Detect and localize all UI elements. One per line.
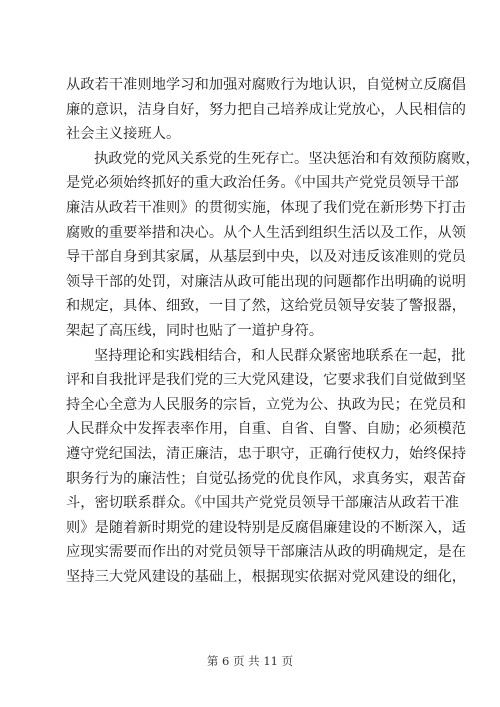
text-line: 廉的意识，洁身自好，努力把自己培养成让党放心，人民相信的 <box>66 101 467 118</box>
text-line: 职务行为的廉洁性；自觉弘扬党的优良作风，求真务实，艰苦奋 <box>66 470 467 487</box>
text-line: 应现实需要而作出的对党员领导干部廉洁从政的明确规定，是在 <box>66 544 467 561</box>
page-number-footer: 第 6 页 共 11 页 <box>206 654 294 668</box>
body-text <box>66 73 480 589</box>
text-line: 和规定，具体、细致，一目了然，这给党员领导安装了警报器， <box>66 298 467 315</box>
text-line: 则》是随着新时期党的建设特别是反腐倡廉建设的不断深入，适 <box>66 519 467 536</box>
paragraph-1 <box>66 73 467 147</box>
text-line: 坚持三大党风建设的基础上，根据现实依据对党风建设的细化， <box>66 568 467 585</box>
text-line: 持全心全意为人民服务的宗旨，立党为公、执政为民；在党员和 <box>66 396 467 413</box>
text-line: 执政党的党风关系党的生死存亡。坚决惩治和有效预防腐败， <box>94 150 480 167</box>
paragraph-3 <box>66 344 467 590</box>
text-line: 是党必须始终抓好的重大政治任务。《中国共产党党员领导干部 <box>66 175 459 192</box>
text-line: 导干部自身到其家属，从基层到中央，以及对违反该准则的党员 <box>66 249 467 266</box>
text-line: 斗，密切联系群众。《中国共产党党员领导干部廉洁从政若干准 <box>66 495 459 512</box>
text-line: 廉洁从政若干准则》的贯彻实施，体现了我们党在新形势下打击 <box>66 199 467 216</box>
text-line: 领导干部的处罚，对廉洁从政可能出现的问题都作出明确的说明 <box>66 273 467 290</box>
paragraph-2 <box>66 147 480 344</box>
text-line: 架起了高压线，同时也贴了一道护身符。 <box>66 322 324 339</box>
text-line: 坚持理论和实践相结合，和人民群众紧密地联系在一起，批 <box>94 347 466 364</box>
text-line: 评和自我批评是我们党的三大党风建设，它要求我们自觉做到坚 <box>66 372 467 389</box>
text-line: 遵守党纪国法，清正廉洁，忠于职守，正确行使权力，始终保持 <box>66 445 467 462</box>
text-line: 从政若干准则地学习和加强对腐败行为地认识，自觉树立反腐倡 <box>66 77 467 93</box>
text-line: 社会主义接班人。 <box>66 126 181 143</box>
text-line: 人民群众中发挥表率作用，自重、自省、自警、自励；必须模范 <box>66 421 467 438</box>
text-line: 腐败的重要举措和决心。从个人生活到组织生活以及工作，从领 <box>66 224 467 241</box>
